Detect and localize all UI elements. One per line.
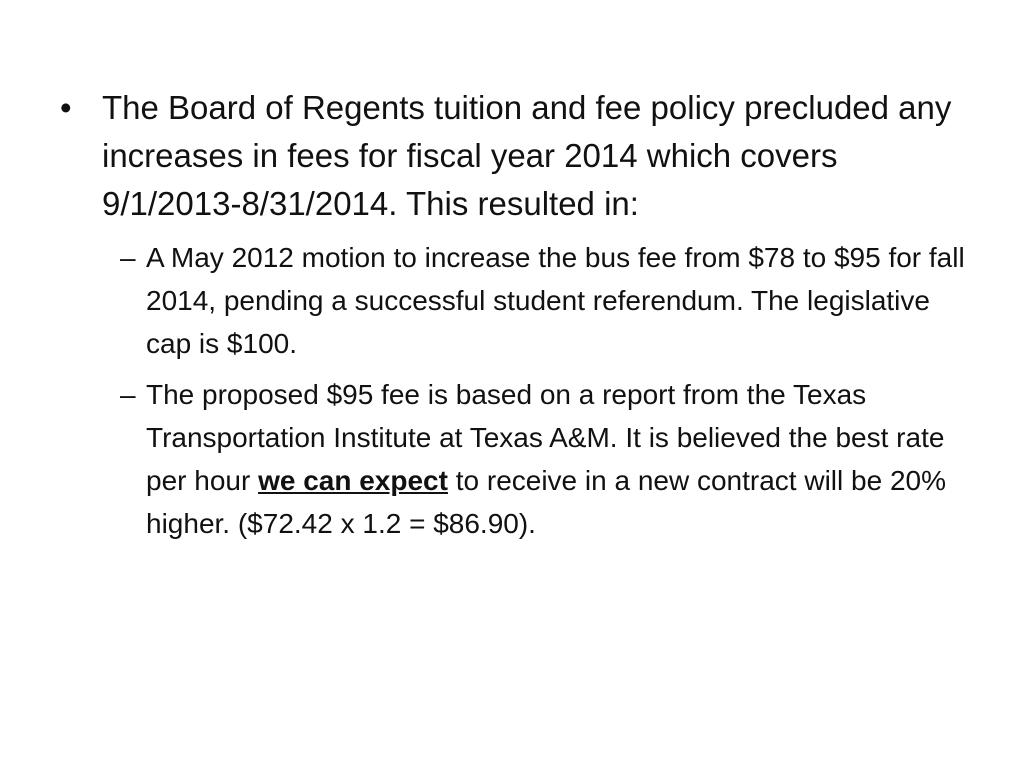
slide-content	[60, 84, 970, 553]
sub-bullet-list	[60, 236, 970, 545]
dash-marker: –	[120, 242, 136, 273]
main-bullet	[60, 84, 970, 228]
dash-marker: –	[120, 379, 136, 410]
sub-bullet-2	[60, 373, 970, 545]
sub-bullet-1	[60, 236, 970, 365]
sub-bullet-1-text: A May 2012 motion to increase the bus fee from $78 to $95 for fall 2014, pending a successful student referendum. The legislative cap is $100.	[146, 242, 965, 359]
bullet-marker: •	[60, 89, 72, 126]
sub-bullet-2-text-before: The proposed $95 fee is based on a report from the Texas Transportation Institute at Texas A&M. It is believed the best rate per hour	[146, 379, 945, 496]
emphasized-phrase: we can expect	[258, 465, 448, 496]
sub-bullet-2-text-after: to receive in a new contract will be 20% higher. ($72.42 x 1.2 = $86.90).	[146, 465, 946, 539]
main-bullet-text: The Board of Regents tuition and fee policy precluded any increases in fees for fiscal year 2014 which covers 9/1/2013-8/31/2014. This resulted in:	[102, 89, 952, 222]
